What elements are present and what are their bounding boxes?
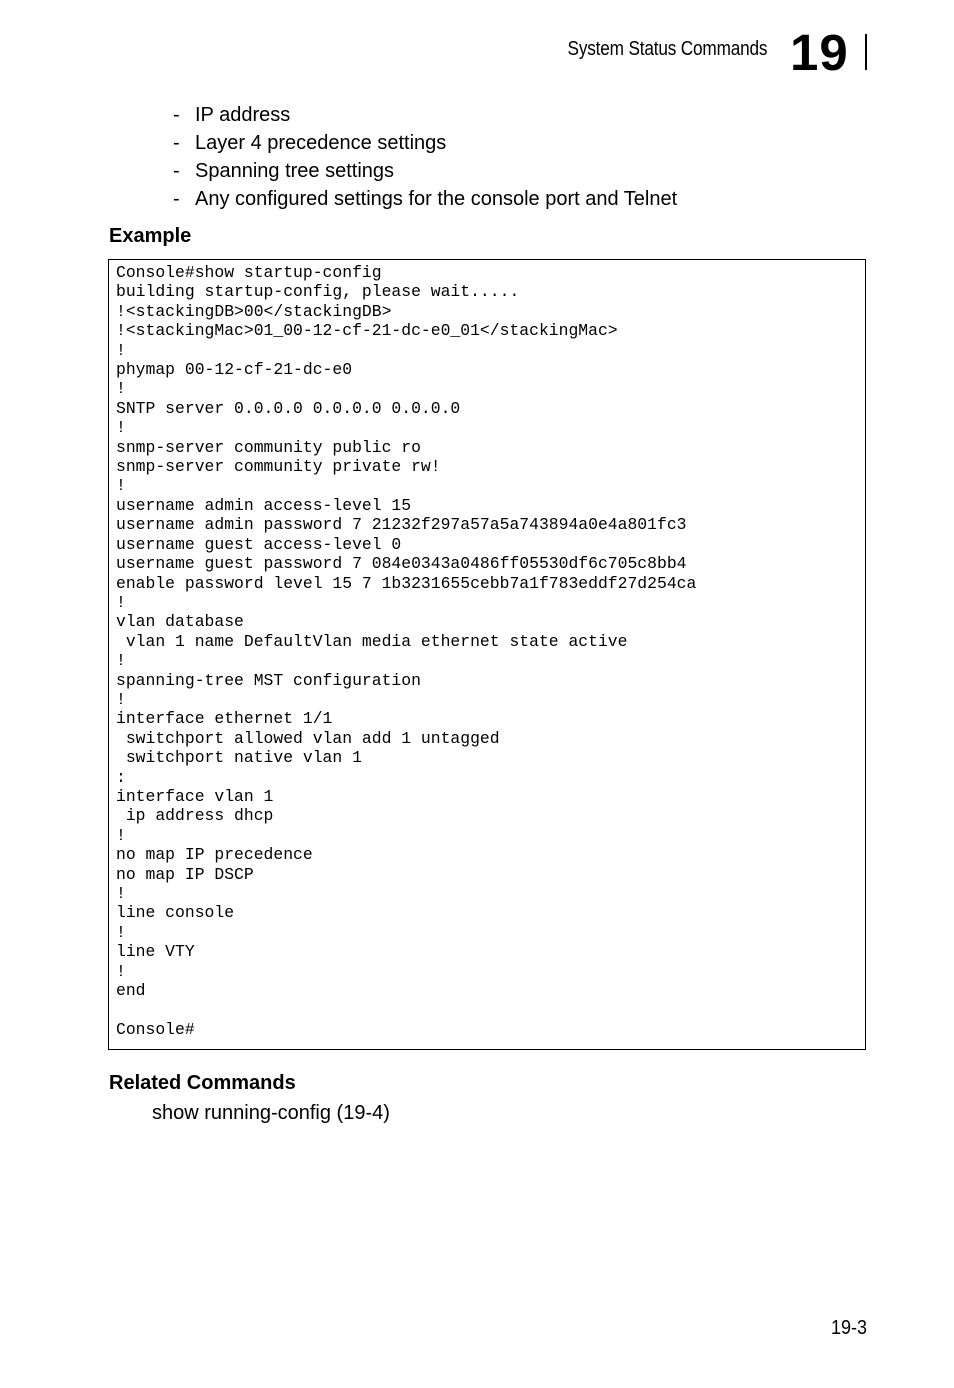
list-item (173, 101, 677, 129)
list-item-text: Layer 4 precedence settings (195, 132, 447, 154)
code-example-box (108, 259, 866, 1050)
bullet-dash: - (173, 188, 180, 210)
list-item-text: Spanning tree settings (195, 160, 395, 182)
bullet-dash: - (173, 104, 180, 126)
page-number: 19-3 (830, 1317, 867, 1339)
list-item (173, 185, 677, 213)
bullet-list (173, 101, 677, 213)
chapter-rule (865, 34, 867, 70)
bullet-dash: - (173, 132, 180, 154)
header-title: System Status Commands (567, 38, 767, 60)
related-commands-heading: Related Commands (109, 1072, 296, 1094)
list-item (173, 157, 677, 185)
list-item-text: IP address (195, 104, 291, 126)
bullet-dash: - (173, 160, 180, 182)
chapter-number: 19 (790, 24, 849, 81)
list-item (173, 129, 677, 157)
example-heading: Example (109, 225, 192, 247)
related-command-link[interactable]: show running-config (19-4) (152, 1102, 390, 1124)
list-item-text: Any configured settings for the console port and Telnet (195, 188, 678, 210)
code-listing: Console#show startup-config building startup-config, please wait..... !<stackingDB>00</stackingDB> !<stackingMac>01_00-12-cf-21-dc-e0_01</stackingMac> ! phymap 00-12-cf-21-dc-e0 ! SNTP server 0.0.0.0 0.0.0.0 0.0.0.0 ! snmp-server community public ro snmp-server community private rw! ! username admin access-level 15 username admin password 7 21232f297a57a5a743894a0e4a801fc3 username guest access-level 0 username guest password 7 084e0343a0486ff05530df6c705c8bb4 enable password level 15 7 1b3231655cebb7a1f783eddf27d254ca ! vlan database vlan 1 name DefaultVlan media ethernet state active ! spanning-tree MST configuration ! interface ethernet 1/1 switchport allowed vlan add 1 untagged switchport native vlan 1 : interface vlan 1 ip address dhcp ! no map IP precedence no map IP DSCP ! line console ! line VTY ! end Console# (116, 263, 697, 1039)
